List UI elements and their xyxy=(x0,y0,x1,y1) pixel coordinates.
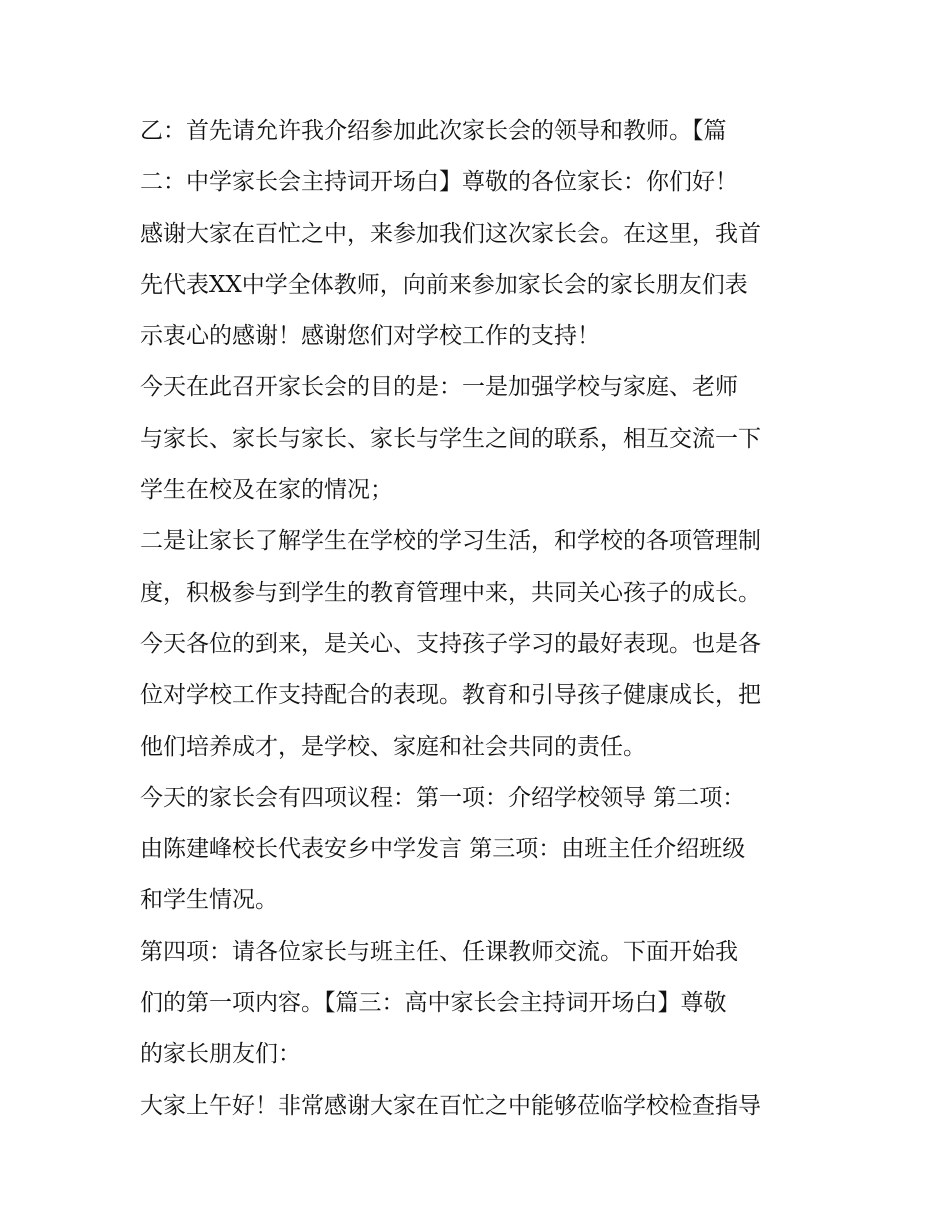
text-line-8: 学生在校及在家的情况； xyxy=(140,477,393,504)
text-line-17: 第四项：请各位家长与班主任、任课教师交流。下面开始我 xyxy=(140,938,738,965)
text-line-15: 由陈建峰校长代表安乡中学发言 第三项：由班主任介绍班级 xyxy=(140,836,746,863)
text-line-2: 二：中学家长会主持词开场白】尊敬的各位家长：你们好！ xyxy=(140,169,738,196)
text-line-10: 度，积极参与到学生的教育管理中来，共同关心孩子的成长。 xyxy=(140,579,761,606)
text-line-1: 乙：首先请允许我介绍参加此次家长会的领导和教师。【篇 xyxy=(140,118,727,144)
text-line-7: 与家长、家长与家长、家长与学生之间的联系，相互交流一下 xyxy=(140,425,761,452)
text-line-14: 今天的家长会有四项议程：第一项：介绍学校领导 第二项： xyxy=(140,784,746,811)
document-body xyxy=(140,106,830,1132)
text-line-11: 今天各位的到来，是关心、支持孩子学习的最好表现。也是各 xyxy=(140,630,761,657)
text-line-18: 们的第一项内容。【篇三：高中家长会主持词开场白】尊敬 xyxy=(140,990,727,1017)
text-line-20: 大家上午好！非常感谢大家在百忙之中能够莅临学校检查指导 xyxy=(140,1092,761,1119)
text-line-4: 先代表XX中学全体教师，向前来参加家长会的家长朋友们表 xyxy=(140,271,748,298)
text-line-19: 的家长朋友们： xyxy=(140,1041,301,1068)
text-line-16: 和学生情况。 xyxy=(140,887,278,914)
text-line-9: 二是让家长了解学生在学校的学习生活，和学校的各项管理制 xyxy=(140,528,761,555)
text-line-3: 感谢大家在百忙之中，来参加我们这次家长会。在这里，我首 xyxy=(140,220,761,247)
text-line-5: 示衷心的感谢！感谢您们对学校工作的支持！ xyxy=(140,323,600,350)
text-line-6: 今天在此召开家长会的目的是：一是加强学校与家庭、老师 xyxy=(140,374,738,401)
text-line-12: 位对学校工作支持配合的表现。教育和引导孩子健康成长，把 xyxy=(140,682,761,709)
text-line-13: 他们培养成才，是学校、家庭和社会共同的责任。 xyxy=(140,733,646,760)
